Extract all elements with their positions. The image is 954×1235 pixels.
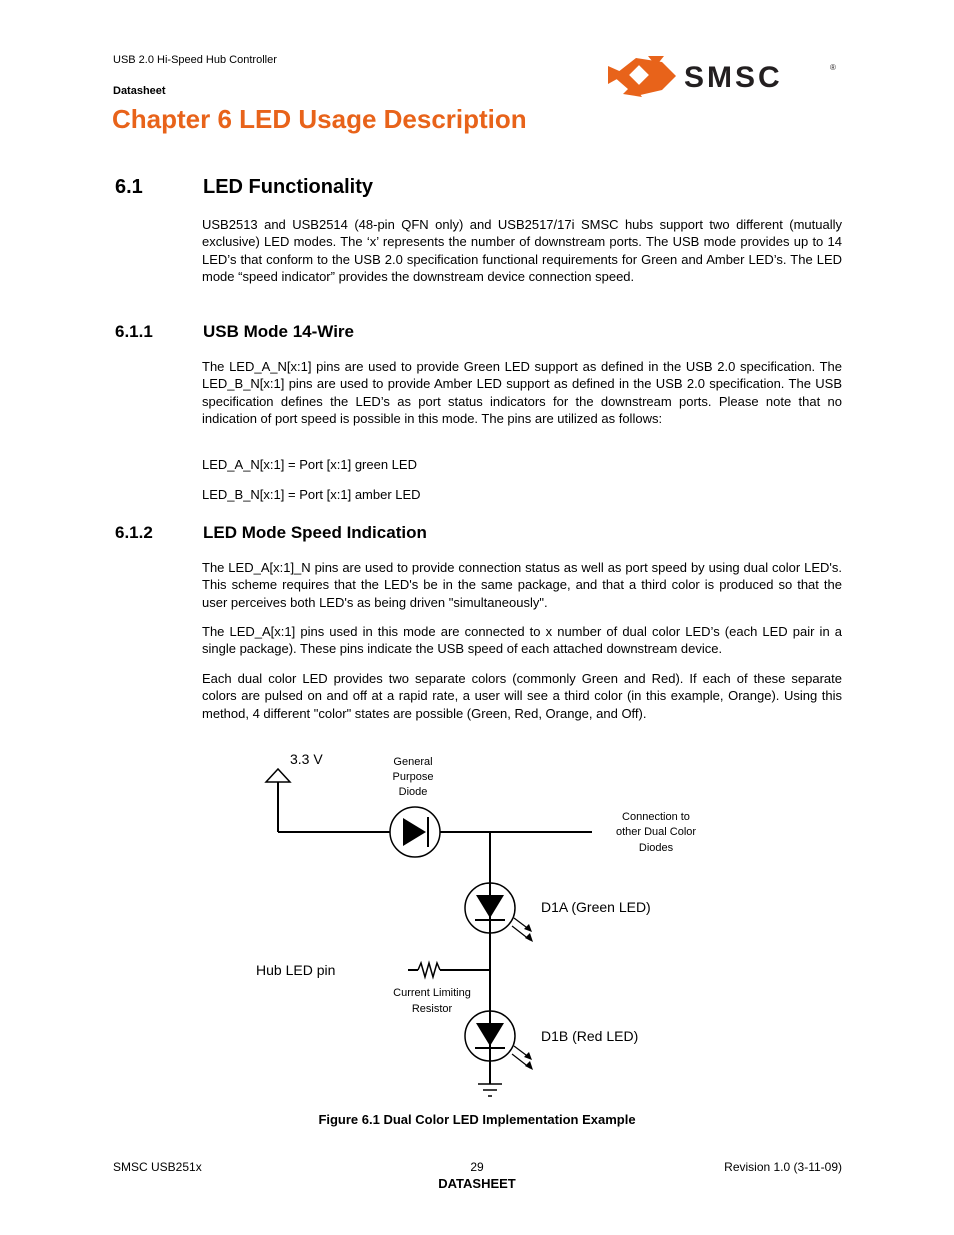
connection-label: other Dual Color	[615, 826, 697, 838]
footer-left: SMSC USB251x	[113, 1160, 202, 1174]
subsection-paragraph: The LED_A[x:1] pins used in this mode are connected to x number of dual color LED’s (each LED pair in a single package). These pins indicate the USB speed of each attached downstream device.	[202, 624, 842, 657]
figure-caption: Figure 6.1 Dual Color LED Implementation Example	[318, 1112, 636, 1127]
connection-label: Diodes	[638, 842, 674, 854]
smsc-logo-mark	[608, 56, 676, 97]
subsection-number: 6.1.1	[115, 322, 153, 341]
subsection-title: USB Mode 14-Wire	[203, 322, 354, 341]
registered-mark: ®	[830, 63, 836, 72]
smsc-logo	[608, 54, 843, 100]
supply-label: 3.3 V	[290, 751, 323, 767]
footer-right: Revision 1.0 (3-11-09)	[724, 1160, 842, 1174]
resistor-label: Current Limiting	[393, 987, 471, 999]
ground-icon	[478, 1061, 502, 1096]
led-circuit-figure	[250, 745, 700, 1105]
chapter-title: Chapter 6 LED Usage Description	[112, 104, 527, 134]
red-led-label: D1B (Red LED)	[541, 1028, 639, 1044]
page-number: 29	[470, 1160, 484, 1174]
subsection-title: LED Mode Speed Indication	[203, 523, 427, 542]
green-led-icon	[465, 883, 533, 942]
led-b-mapping: LED_B_N[x:1] = Port [x:1] amber LED	[202, 487, 421, 502]
subsection-paragraph: The LED_A_N[x:1] pins are used to provide Green LED support as defined in the USB 2.0 specification. The LED_B_N[x:1] pins are used to provide Amber LED support as defined in the USB 2.0 specification. The USB specification defines the LED’s as port status indicators for the downstream ports. Please note that no indication of port speed is possible in this mode. The pins are utilized as follows:	[202, 359, 842, 426]
hub-pin-label: Hub LED pin	[256, 962, 336, 978]
subsection-paragraph: Each dual color LED provides two separate colors (commonly Green and Red). If each of these separate colors are pulsed on and off at a rapid rate, a user will see a third color (in this example, Orange). Using this method, 4 different "color" states are possible (Green, Red, Orange, and Off).	[202, 671, 842, 721]
footer-datasheet: DATASHEET	[438, 1176, 516, 1191]
led-a-mapping: LED_A_N[x:1] = Port [x:1] green LED	[202, 457, 417, 472]
resistor-icon	[408, 963, 490, 977]
section-title: LED Functionality	[203, 176, 373, 198]
supply-arrow-icon	[266, 769, 290, 782]
connection-label: Connection to	[622, 811, 690, 823]
subsection-paragraph: The LED_A[x:1]_N pins are used to provide connection status as well as port speed by using dual color LED's. This scheme requires that the LED's be in the same package, and that a third color is produced so that the user perceives both LED's as being driven "simultaneously".	[202, 560, 842, 610]
section-number: 6.1	[115, 176, 143, 198]
section-paragraph: USB2513 and USB2514 (48-pin QFN only) and USB2517/17i SMSC hubs support two different (mutually exclusive) LED modes. The ‘x’ represents the number of downstream ports. The USB mode provides up to 14 LED’s that conform to the USB 2.0 specification functional requirements for Green and Amber LED’s. The LED mode “speed indicator” provides the downstream device connection speed.	[202, 217, 842, 284]
subsection-number: 6.1.2	[115, 523, 153, 542]
green-led-label: D1A (Green LED)	[541, 899, 651, 915]
resistor-label: Resistor	[411, 1003, 453, 1015]
red-led-icon	[465, 1011, 533, 1070]
diode-icon	[390, 807, 440, 857]
diode-label: Diode	[398, 786, 428, 798]
diode-label: General	[393, 756, 433, 768]
header-product: USB 2.0 Hi-Speed Hub Controller	[113, 54, 277, 66]
smsc-logo-text: SMSC	[684, 61, 783, 94]
header-doc-type: Datasheet	[113, 85, 166, 97]
diode-label: Purpose	[392, 771, 434, 783]
